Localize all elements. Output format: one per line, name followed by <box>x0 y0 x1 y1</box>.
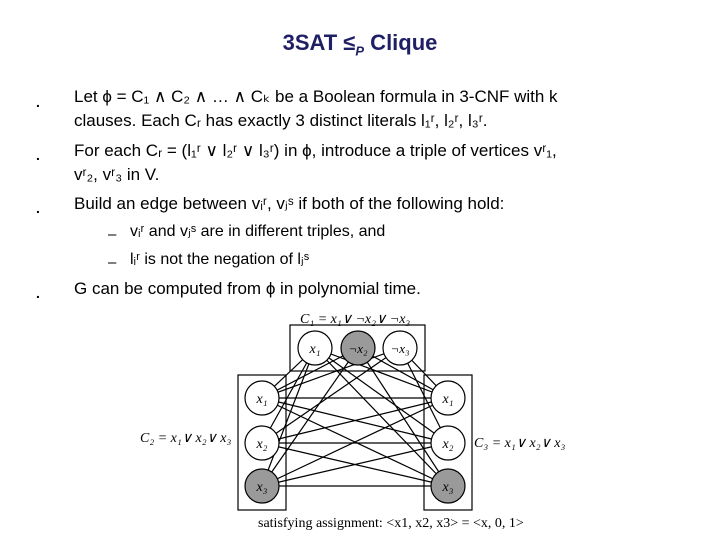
clause-c1-label: C₁ = x₁∨ ¬x₂∨ ¬x₃ <box>300 312 411 327</box>
sub-bullet-dash: – <box>108 254 117 271</box>
node-top-1 <box>298 331 332 365</box>
node-left-2 <box>245 426 279 460</box>
bullet-1-line-2: clauses. Each Cᵣ has exactly 3 distinct literals l₁ʳ, l₂ʳ, l₃ʳ. <box>74 111 488 130</box>
title-sub: P <box>355 43 365 59</box>
svg-text:x₃: x₃ <box>256 480 268 495</box>
svg-text:x₂: x₂ <box>442 437 454 452</box>
svg-text:x₂: x₂ <box>256 437 268 452</box>
bullet-1-line-1: Let ϕ = C₁ ∧ C₂ ∧ … ∧ Cₖ be a Boolean formula in 3-CNF with k <box>74 87 558 106</box>
bullet-4-line-1: G can be computed from ϕ in polynomial time. <box>74 279 421 298</box>
node-top-2 <box>341 331 375 365</box>
clause-c2-label: C₂ = x₁∨ x₂∨ x₃ <box>140 431 232 446</box>
svg-text:¬x₂: ¬x₂ <box>348 341 368 356</box>
svg-text:x₃: x₃ <box>442 480 454 495</box>
bullet-2-line-2: vʳ₂, vʳ₃ in V. <box>74 165 160 184</box>
sub-bullet-2: lᵢʳ is not the negation of lⱼˢ <box>130 251 310 268</box>
node-left-1 <box>245 381 279 415</box>
svg-text:x₁: x₁ <box>309 342 321 357</box>
bullet-dot: . <box>36 285 40 301</box>
bullet-3-line-1: Build an edge between vᵢʳ, vⱼˢ if both of the following hold: <box>74 194 505 213</box>
bullet-dot: . <box>36 94 40 110</box>
bullet-dot: . <box>36 147 40 163</box>
node-top-3 <box>383 331 417 365</box>
node-right-2 <box>431 426 465 460</box>
title-rest: Clique <box>364 30 438 55</box>
svg-text:¬x₃: ¬x₃ <box>390 341 410 356</box>
bullet-2-line-1: For each Cᵣ = (l₁ʳ ∨ l₂ʳ ∨ l₃ʳ) in ϕ, introduce a triple of vertices vʳ₁, <box>74 141 557 160</box>
sub-bullet-1: vᵢʳ and vⱼˢ are in different triples, and <box>130 223 386 240</box>
node-right-3 <box>431 469 465 503</box>
node-right-1 <box>431 381 465 415</box>
sub-bullet-dash: – <box>108 226 117 243</box>
bullet-dot: . <box>36 200 40 216</box>
node-left-3 <box>245 469 279 503</box>
svg-text:x₁: x₁ <box>256 392 268 407</box>
svg-text:x₁: x₁ <box>442 392 454 407</box>
assignment-caption: satisfying assignment: <x1, x2, x3> = <x, 0, 1> <box>258 516 524 531</box>
title-main: 3SAT ≤ <box>282 30 356 55</box>
clause-c3-label: C₃ = x₁∨ x₂∨ x₃ <box>474 436 566 451</box>
